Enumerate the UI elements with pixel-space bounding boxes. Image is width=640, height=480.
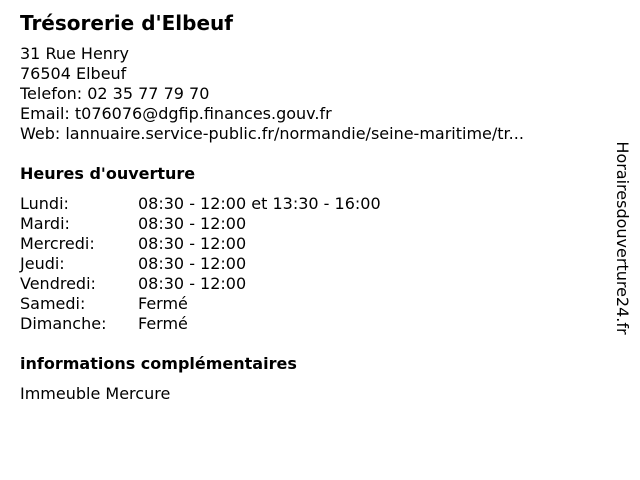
hours-row-wednesday <box>20 234 381 254</box>
page-title: Trésorerie d'Elbeuf <box>20 11 233 35</box>
extra-info-text: Immeuble Mercure <box>20 384 171 403</box>
hours-row-sunday <box>20 314 381 334</box>
hours-value: 08:30 - 12:00 et 13:30 - 16:00 <box>138 194 381 213</box>
hours-row-saturday <box>20 294 381 314</box>
contact-block <box>20 44 590 144</box>
hours-value: 08:30 - 12:00 <box>138 234 247 253</box>
hours-row-thursday <box>20 254 381 274</box>
hours-value: 08:30 - 12:00 <box>138 274 247 293</box>
city-address: 76504 Elbeuf <box>20 64 127 83</box>
day-label: Dimanche: <box>20 314 107 333</box>
day-label: Vendredi: <box>20 274 96 293</box>
phone-number[interactable]: Telefon: 02 35 77 79 70 <box>20 84 210 103</box>
street-address: 31 Rue Henry <box>20 44 129 63</box>
site-watermark: Horairesdouverture24.fr <box>613 141 632 335</box>
hours-row-friday <box>20 274 381 294</box>
hours-heading: Heures d'ouverture <box>20 164 196 183</box>
email-address[interactable]: Email: t076076@dgfip.finances.gouv.fr <box>20 104 332 123</box>
website-link[interactable]: Web: lannuaire.service-public.fr/normandie/seine-maritime/tr... <box>20 124 524 143</box>
day-label: Mercredi: <box>20 234 95 253</box>
day-label: Samedi: <box>20 294 86 313</box>
hours-value: 08:30 - 12:00 <box>138 214 247 233</box>
extra-info-heading: informations complémentaires <box>20 354 297 373</box>
hours-row-monday <box>20 194 381 214</box>
day-label: Mardi: <box>20 214 70 233</box>
hours-row-tuesday <box>20 214 381 234</box>
opening-hours-table <box>20 194 381 334</box>
hours-value: Fermé <box>138 314 188 333</box>
day-label: Jeudi: <box>20 254 65 273</box>
hours-value: 08:30 - 12:00 <box>138 254 247 273</box>
day-label: Lundi: <box>20 194 69 213</box>
hours-value: Fermé <box>138 294 188 313</box>
